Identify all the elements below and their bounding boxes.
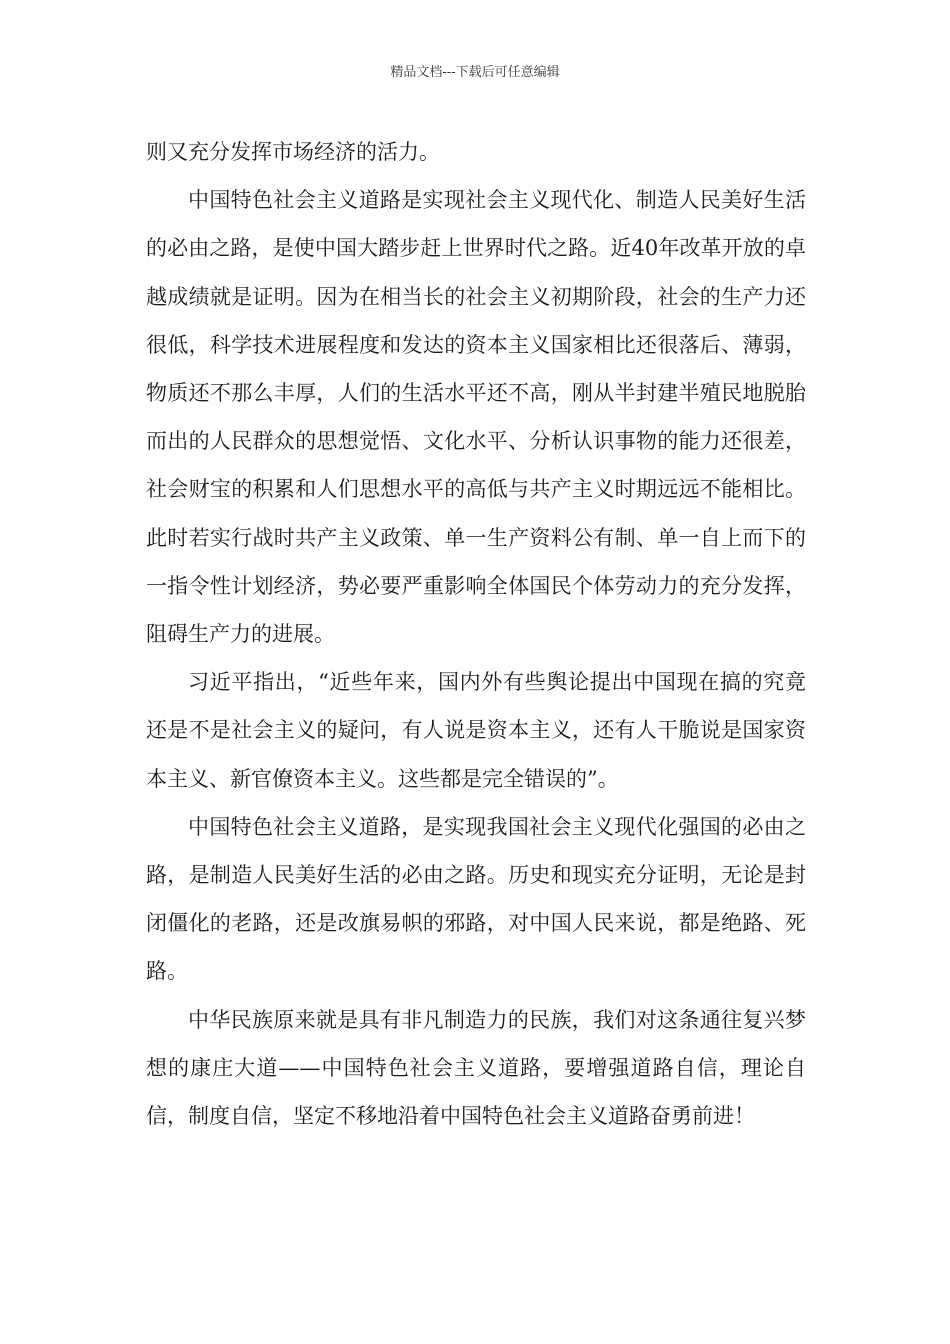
document-body (146, 128, 806, 1140)
paragraph-conclusion: 中华民族原来就是具有非凡制造力的民族，我们对这条通往复兴梦想的康庄大道——中国特色社会主义道路，要增强道路自信，理论自信，制度自信，坚定不移地沿着中国特色社会主义道路奋勇前进！ (146, 1007, 806, 1129)
paragraph-quote: 习近平指出，“近些年来，国内外有些舆论提出中国现在搞的究竟还是不是社会主义的疑问，有人说是资本主义，还有人干脆说是国家资本主义、新官僚资本主义。这些都是完全错误的”。 (146, 670, 806, 791)
paragraph-continuation: 则又充分发挥市场经济的活力。 (146, 140, 440, 164)
paragraph-road-necessity: 中国特色社会主义道路是实现社会主义现代化、制造人民美好生活的必由之路，是使中国大踏步赶上世界时代之路。近40年改革开放的卓越成绩就是证明。因为在相当长的社会主义初期阶段，社会的生产力还很低，科学技术进展程度和发达的资本主义国家相比还很落后、薄弱，物质还不那么丰厚，人们的生活水平还不高，刚从半封建半殖民地脱胎而出的人民群众的思想觉悟、文化水平、分析认识事物的能力还很差，社会财宝的积累和人们思想水平的高低与共产主义时期远远不能相比。此时若实行战时共产主义政策、单一生产资料公有制、单一自上而下的一指令性计划经济，势必要严重影响全体国民个体劳动力的充分发挥，阻碍生产力的进展。 (146, 188, 806, 647)
paragraph-road-proof: 中国特色社会主义道路，是实现我国社会主义现代化强国的必由之路，是制造人民美好生活的必由之路。历史和现实充分证明，无论是封闭僵化的老路，还是改旗易帜的邪路，对中国人民来说，都是绝路、死路。 (146, 814, 806, 984)
page-header: 精品文档---下载后可任意编辑 (390, 65, 560, 80)
